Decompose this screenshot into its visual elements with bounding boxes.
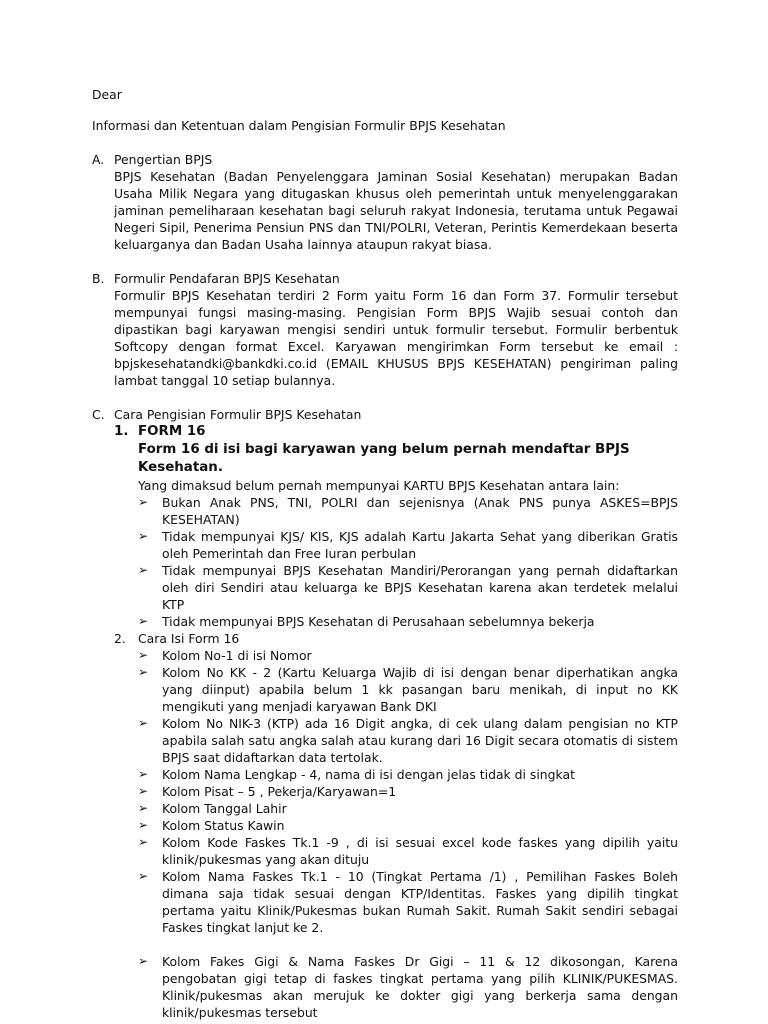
form16-title: FORM 16 [138,424,206,439]
list-item: ➢ Kolom Nama Lengkap - 4, nama di isi dengan jelas tidak di singkat [138,767,575,782]
list-item: ➢ Kolom Pisat – 5 , Pekerja/Karyawan=1 [138,784,397,799]
list-item: ➢ Kolom Fakes Gigi & Nama Faskes Dr Gigi – 11 & 12 dikosongan, Karena pengobatan gigi tetap di faskes tingkat pertama yang pilih KLINIK/PUKESMAS. Klinik/pukesmas akan merujuk ke dokter gigi yang berkerja sama dengan klinik/pukesmas tersebut [138,954,678,1020]
arrow-bullet-icon: ➢ [138,801,149,815]
list-item: ➢ Kolom Kode Faskes Tk.1 -9 , di isi sesuai excel kode faskes yang dipilih yaitu klinik/pukesmas yang akan dituju [138,835,678,867]
arrow-bullet-icon: ➢ [138,954,149,968]
section-a-body: BPJS Kesehatan (Badan Penyelenggara Jaminan Sosial Kesehatan) merupakan Badan Usaha Milik Negara yang ditugaskan khusus oleh pemerintah untuk menyelenggarakan jaminan pemeliharaan kesehatan bagi seluruh rakyat Indonesia, terutama untuk Pegawai Negeri Sipil, Penerima Pensiun PNS dan TNI/POLRI, Veteran, Perintis Kemerdekaan beserta keluarganya dan Badan Usaha lainnya ataupun rakyat biasa. [114,169,678,252]
section-c-heading: Cara Pengisian Formulir BPJS Kesehatan [114,407,362,422]
list-item: ➢ Tidak mempunyai KJS/ KIS, KJS adalah Kartu Jakarta Sehat yang diberikan Gratis oleh Pemerintah dan Free Iuran perbulan [138,529,678,561]
arrow-bullet-icon: ➢ [138,495,149,509]
arrow-bullet-icon: ➢ [138,835,149,849]
list-item: ➢ Kolom Nama Faskes Tk.1 - 10 (Tingkat Pertama /1) , Pemilihan Faskes Boleh dimana saja tidak sesuai dengan KTP/Identitas. Faskes yang dipilih tingkat pertama yaitu Klinik/Pukesmas bukan Rumah Sakit. Rumah Sakit sendiri sebagai Faskes tingkat lanjut ke 2. [138,869,678,935]
arrow-bullet-icon: ➢ [138,784,149,798]
cara-isi-bullet-list [138,647,678,936]
arrow-bullet-icon: ➢ [138,767,149,781]
arrow-bullet-icon: ➢ [138,563,149,577]
list-item: ➢ Kolom No NIK-3 (KTP) ada 16 Digit angka, di cek ulang dalam pengisian no KTP apabila salah satu angka salah atau kurang dari 16 Digit secara otomatis di sistem BPJS saat didaftarkan data tertolak. [138,716,678,765]
list-item: ➢ Kolom No KK - 2 (Kartu Keluarga Wajib di isi dengan benar diperhatikan angka yang diinput) apabila belum 1 kk pasangan baru menikah, di input no KK mengikuti yang menjadi karyawan Bank DKI [138,665,678,714]
section-b-letter: B. [92,271,105,286]
list-item: ➢ Kolom No-1 di isi Nomor [138,648,312,663]
form16-description: Form 16 di isi bagi karyawan yang belum pernah mendaftar BPJS Kesehatan. [138,442,630,475]
cara-isi-item [114,630,678,1021]
arrow-bullet-icon: ➢ [138,614,149,628]
form16-item [114,423,678,630]
section-b-heading: Formulir Pendafaran BPJS Kesehatan [114,271,340,286]
cara-isi-bullet-list-continued [138,953,678,1021]
section-c [92,406,678,1021]
form16-lead: Yang dimaksud belum pernah mempunyai KARTU BPJS Kesehatan antara lain: [138,478,620,493]
greeting: Dear [92,87,122,102]
arrow-bullet-icon: ➢ [138,665,149,679]
list-item: ➢ Tidak mempunyai BPJS Kesehatan di Perusahaan sebelumnya bekerja [138,614,595,629]
cara-isi-title: Cara Isi Form 16 [138,631,240,646]
form16-bullet-list [138,494,678,630]
list-item: ➢ Tidak mempunyai BPJS Kesehatan Mandiri/Perorangan yang pernah didaftarkan oleh diri Sendiri atau keluarga ke BPJS Kesehatan karena akan terdetek melalui KTP [138,563,678,612]
arrow-bullet-icon: ➢ [138,716,149,730]
item-2-number: 2. [114,631,126,646]
item-1-number: 1. [114,424,129,439]
section-a [92,151,678,253]
list-item: ➢ Kolom Tanggal Lahir [138,801,287,816]
section-a-letter: A. [92,152,105,167]
arrow-bullet-icon: ➢ [138,648,149,662]
arrow-bullet-icon: ➢ [138,529,149,543]
spacer [114,936,678,953]
section-c-letter: C. [92,407,105,422]
arrow-bullet-icon: ➢ [138,818,149,832]
list-item: ➢ Kolom Status Kawin [138,818,285,833]
list-item: ➢ Bukan Anak PNS, TNI, POLRI dan sejenisnya (Anak PNS punya ASKES=BPJS KESEHATAN) [138,495,678,527]
arrow-bullet-icon: ➢ [138,869,149,883]
section-b [92,270,678,389]
section-b-body: Formulir BPJS Kesehatan terdiri 2 Form yaitu Form 16 dan Form 37. Formulir tersebut mempunyai fungsi masing-masing. Pengisian Form BPJS Wajib sesuai contoh dan dipastikan bagi karyawan mengisi sendiri untuk formulir tersebut. Formulir berbentuk Softcopy dengan format Excel. Karyawan mengirimkan Form tersebut ke email : bpjskesehatandki@bankdki.co.id (EMAIL KHUSUS BPJS KESEHATAN) pengiriman paling lambat tanggal 10 setiap bulannya. [114,288,678,388]
intro-title: Informasi dan Ketentuan dalam Pengisian Formulir BPJS Kesehatan [92,118,506,133]
section-a-heading: Pengertian BPJS [114,152,213,167]
